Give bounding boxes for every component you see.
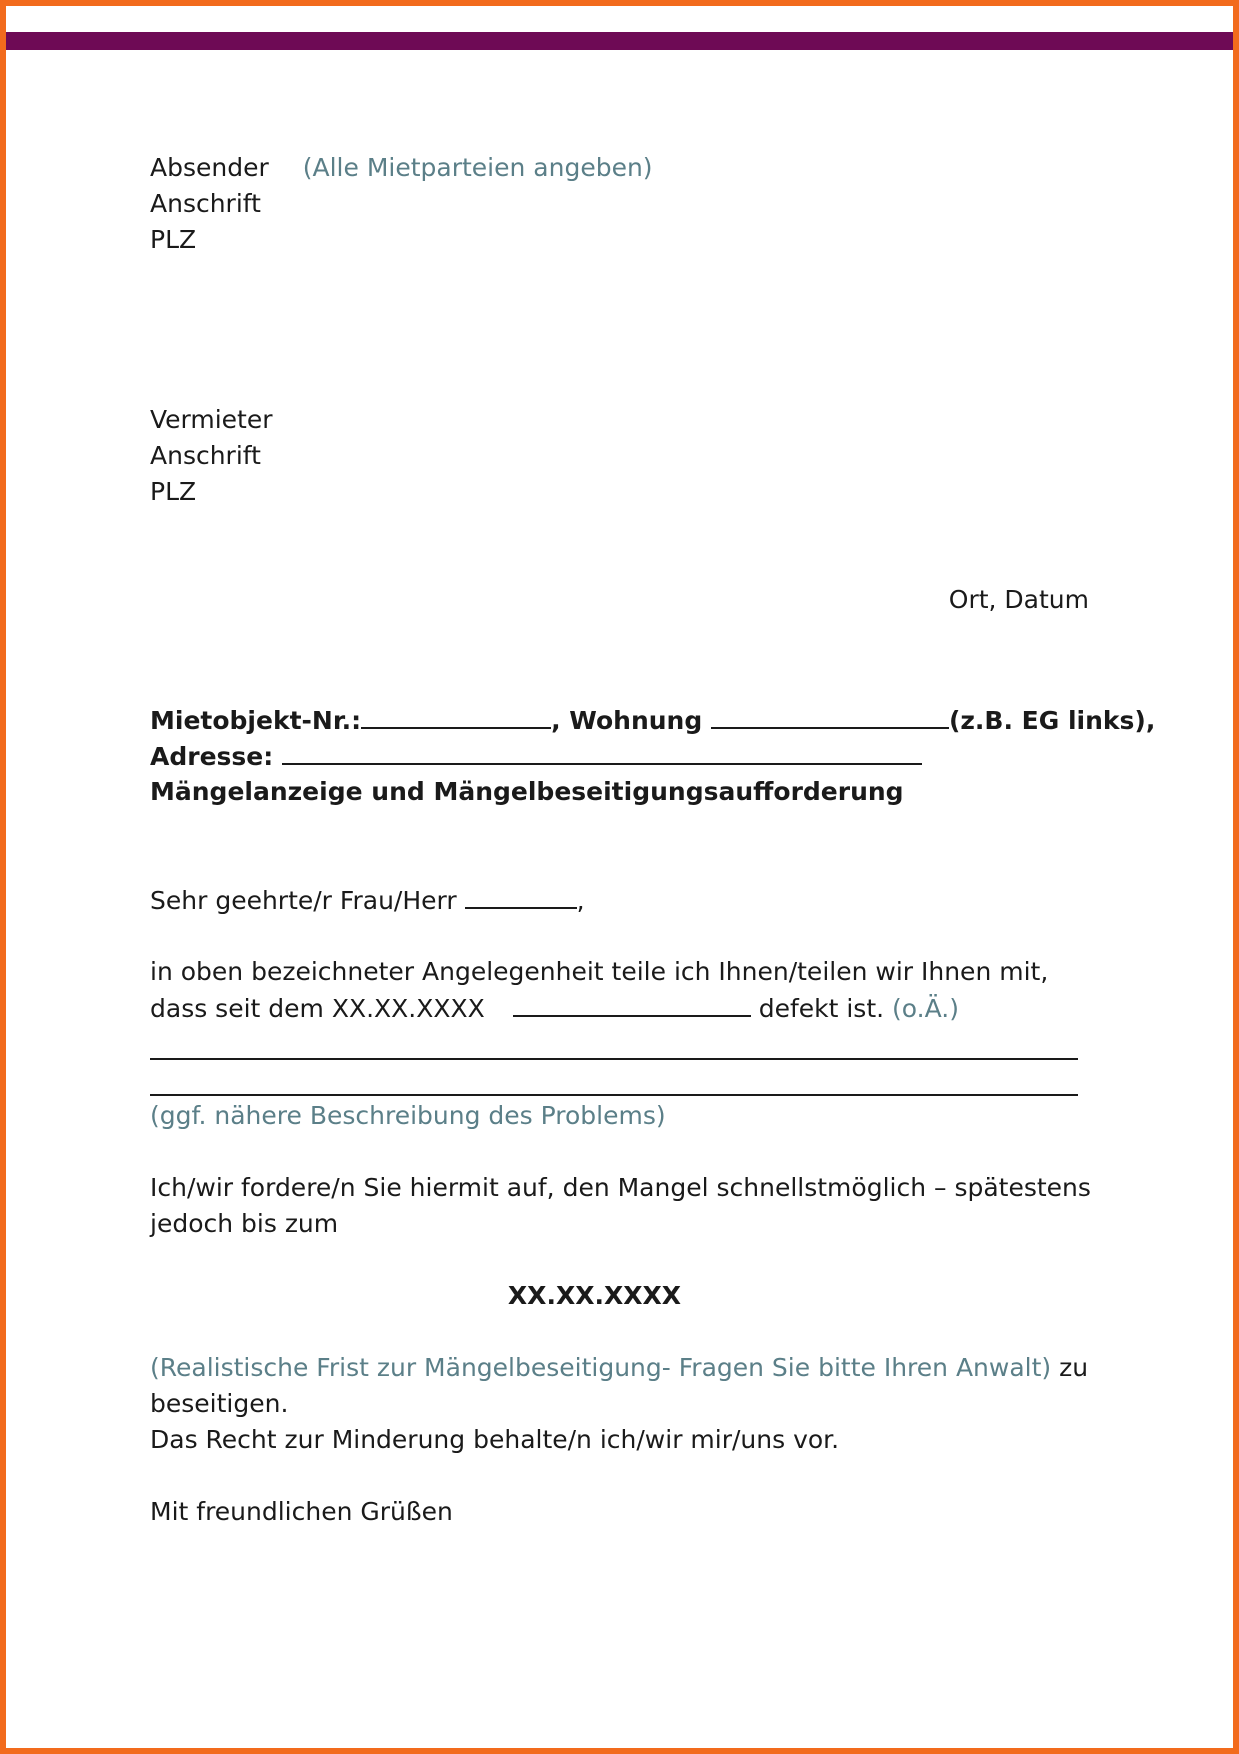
closing: Mit freundlichen Grüßen [150,1497,453,1526]
description-hint: (ggf. nähere Beschreibung des Problems) [150,1101,666,1130]
salutation-end: , [576,886,585,915]
salutation-blank [465,885,577,909]
subject-object-line [150,705,1155,736]
defect-item-blank [513,993,751,1017]
deadline-date: XX.XX.XXXX [507,1281,682,1310]
apartment-label: , Wohnung [551,706,711,735]
object-number-label: Mietobjekt-Nr.: [150,706,362,735]
sender-line [150,153,653,183]
address-label: Adresse: [150,742,282,771]
sender-address: Anschrift [150,189,261,218]
landlord-address: Anschrift [150,441,261,470]
sender-label: Absender [150,153,269,182]
subject-title: Mängelanzeige und Mängelbeseitigungsaufforderung [150,777,904,806]
object-number-blank [361,705,551,729]
intro-line-1: in oben bezeichneter Angelegenheit teile ich Ihnen/teilen wir Ihnen mit, [150,957,1049,986]
apartment-example: (z.B. EG links), [948,706,1156,735]
header-bar [6,32,1233,50]
description-rule-1 [150,1058,1078,1060]
fix-line: beseitigen. [150,1389,289,1418]
deadline-hint-line [150,1353,1088,1383]
landlord-label: Vermieter [150,405,273,434]
deadline-hint: (Realistische Frist zur Mängelbeseitigung- Fragen Sie bitte Ihren Anwalt) [150,1353,1052,1382]
apartment-blank [711,705,949,729]
description-rule-2 [150,1094,1078,1096]
landlord-plz: PLZ [150,477,197,506]
address-blank [282,741,922,765]
place-date: Ort, Datum [948,585,1089,614]
defect-text: defekt ist. [750,994,893,1023]
salutation: Sehr geehrte/r Frau/Herr [150,886,465,915]
defect-hint: (o.Ä.) [892,994,959,1023]
demand-line-2: jedoch bis zum [150,1209,339,1238]
intro-line-2 [150,993,959,1024]
sender-hint: (Alle Mietparteien angeben) [302,153,653,182]
deadline-after: zu [1051,1353,1089,1382]
salutation-line [150,885,585,916]
reduction-line: Das Recht zur Minderung behalte/n ich/wir mir/uns vor. [150,1425,840,1454]
intro-date: dass seit dem XX.XX.XXXX [150,994,485,1023]
sender-plz: PLZ [150,225,197,254]
subject-address-line [150,741,922,772]
demand-line-1: Ich/wir fordere/n Sie hiermit auf, den Mangel schnellstmöglich – spätestens [150,1173,1091,1202]
